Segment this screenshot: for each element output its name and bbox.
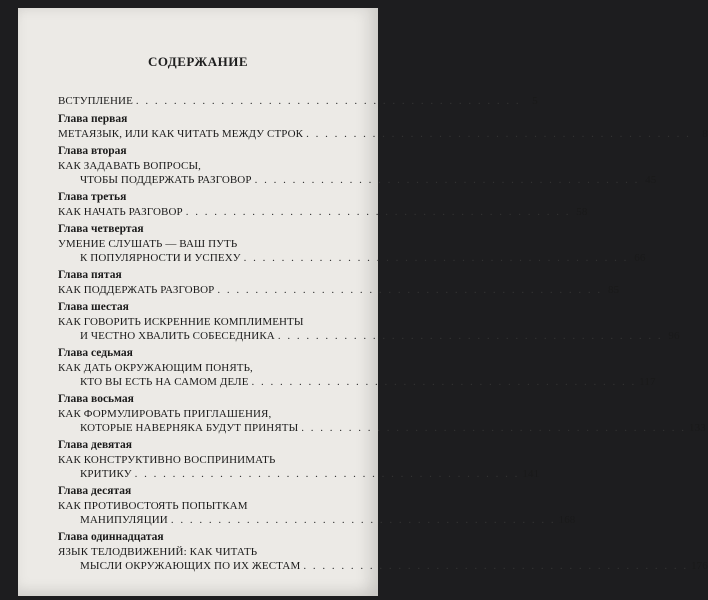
chapter-title-line [58, 467, 540, 481]
page-number: 85 [607, 284, 620, 296]
chapter-label: Глава десятая [58, 485, 132, 497]
dot-leader [171, 513, 556, 527]
chapter-title-line [58, 361, 364, 375]
chapter-entry [58, 222, 646, 265]
chapter-entry [58, 530, 708, 573]
chapter-title-text: МЫСЛИ ОКРУЖАЮЩИХ ПО ИХ ЖЕСТАМ [80, 560, 301, 572]
intro-page-number: 5 [532, 95, 538, 107]
chapter-title-line [58, 251, 646, 265]
chapter-entry [58, 112, 708, 141]
chapter-entry [58, 300, 680, 343]
chapter-title-line [58, 499, 364, 513]
chapter-title-line [58, 283, 620, 297]
chapter-entry [58, 190, 588, 219]
chapter-entry [58, 392, 706, 435]
dot-leader [217, 283, 602, 297]
chapter-title-line [58, 205, 588, 219]
dot-leader [306, 127, 691, 141]
chapter-list [58, 112, 708, 573]
page-number: 96 [668, 330, 680, 342]
dot-leader [244, 251, 629, 265]
chapter-title-text: КТО ВЫ ЕСТЬ НА САМОМ ДЕЛЕ [80, 376, 249, 388]
chapter-title-text: КАК ФОРМУЛИРОВАТЬ ПРИГЛАШЕНИЯ, [58, 408, 272, 420]
chapter-title-line [58, 375, 656, 389]
chapter-title-line [58, 329, 680, 343]
chapter-title-text: К ПОПУЛЯРНОСТИ И УСПЕХУ [80, 252, 241, 264]
table-of-contents [58, 94, 708, 576]
chapter-entry [58, 346, 656, 389]
page-number: 141 [522, 468, 540, 480]
chapter-label: Глава вторая [58, 145, 127, 157]
chapter-entry [58, 438, 540, 481]
chapter-title-line [58, 513, 576, 527]
chapter-title-line [58, 159, 364, 173]
dot-leader [303, 559, 688, 573]
chapter-label: Глава восьмая [58, 393, 134, 405]
chapter-title-line [58, 127, 708, 141]
chapter-title-text: КОТОРЫЕ НАВЕРНЯКА БУДУТ ПРИНЯТЫ [80, 422, 299, 434]
chapter-label: Глава девятая [58, 439, 133, 451]
chapter-entry [58, 484, 576, 527]
chapter-title-line [58, 453, 364, 467]
chapter-label: Глава седьмая [58, 347, 133, 359]
page-number: 133 [689, 422, 706, 434]
page-number: 45 [645, 174, 657, 186]
chapter-title-line [58, 545, 364, 559]
chapter-title-text: КАК НАЧАТЬ РАЗГОВОР [58, 206, 183, 218]
chapter-entry [58, 268, 620, 297]
chapter-title-text: ЧТОБЫ ПОДДЕРЖАТЬ РАЗГОВОР [80, 174, 252, 186]
page-title: СОДЕРЖАНИЕ [147, 54, 249, 69]
chapter-title-text: КАК ЗАДАВАТЬ ВОПРОСЫ, [58, 160, 202, 172]
chapter-title-text: КАК ПОДДЕРЖАТЬ РАЗГОВОР [58, 284, 215, 296]
dot-leader [252, 375, 637, 389]
page-number: 8 [702, 128, 708, 140]
chapter-title-text: МАНИПУЛЯЦИИ [80, 514, 168, 526]
chapter-label: Глава одиннадцатая [58, 531, 164, 543]
dot-leader [255, 173, 640, 187]
dot-leader [186, 205, 571, 219]
dot-leader [136, 94, 521, 108]
intro-entry [58, 94, 538, 108]
page-number: 58 [576, 206, 588, 218]
dot-leader [278, 329, 663, 343]
chapter-title-text: КАК ДАТЬ ОКРУЖАЮЩИМ ПОНЯТЬ, [58, 362, 253, 374]
chapter-title-text: КАК ГОВОРИТЬ ИСКРЕННИЕ КОМПЛИМЕНТЫ [58, 316, 304, 328]
chapter-label: Глава четвертая [58, 223, 144, 235]
page-number: 66 [634, 252, 646, 264]
chapter-title-text: КАК ПРОТИВОСТОЯТЬ ПОПЫТКАМ [58, 500, 248, 512]
dot-leader [135, 467, 520, 481]
book-page [18, 8, 708, 596]
chapter-title-text: И ЧЕСТНО ХВАЛИТЬ СОБЕСЕДНИКА [80, 330, 275, 342]
chapter-title-line [58, 407, 364, 421]
chapter-label: Глава первая [58, 113, 128, 125]
chapter-title-text: ЯЗЫК ТЕЛОДВИЖЕНИЙ: КАК ЧИТАТЬ [58, 546, 258, 558]
page-number: 168 [558, 514, 576, 526]
chapter-title-text: УМЕНИЕ СЛУШАТЬ — ВАШ ПУТЬ [58, 238, 238, 250]
page-number: 176 [691, 560, 708, 572]
chapter-label: Глава пятая [58, 269, 122, 281]
intro-text: ВСТУПЛЕНИЕ [58, 95, 133, 107]
chapter-label: Глава шестая [58, 301, 129, 313]
dot-leader [301, 421, 686, 435]
chapter-title-line [58, 173, 657, 187]
chapter-title-text: КАК КОНСТРУКТИВНО ВОСПРИНИМАТЬ [58, 454, 276, 466]
chapter-label: Глава третья [58, 191, 127, 203]
chapter-title-line [58, 421, 706, 435]
chapter-title-line [58, 237, 364, 251]
chapter-title-line [58, 315, 364, 329]
chapter-entry [58, 144, 657, 187]
page-number: 117 [639, 376, 656, 388]
chapter-title-text: КРИТИКУ [80, 468, 132, 480]
chapter-title-line [58, 559, 708, 573]
chapter-title-text: МЕТАЯЗЫК, ИЛИ КАК ЧИТАТЬ МЕЖДУ СТРОК [58, 128, 304, 140]
